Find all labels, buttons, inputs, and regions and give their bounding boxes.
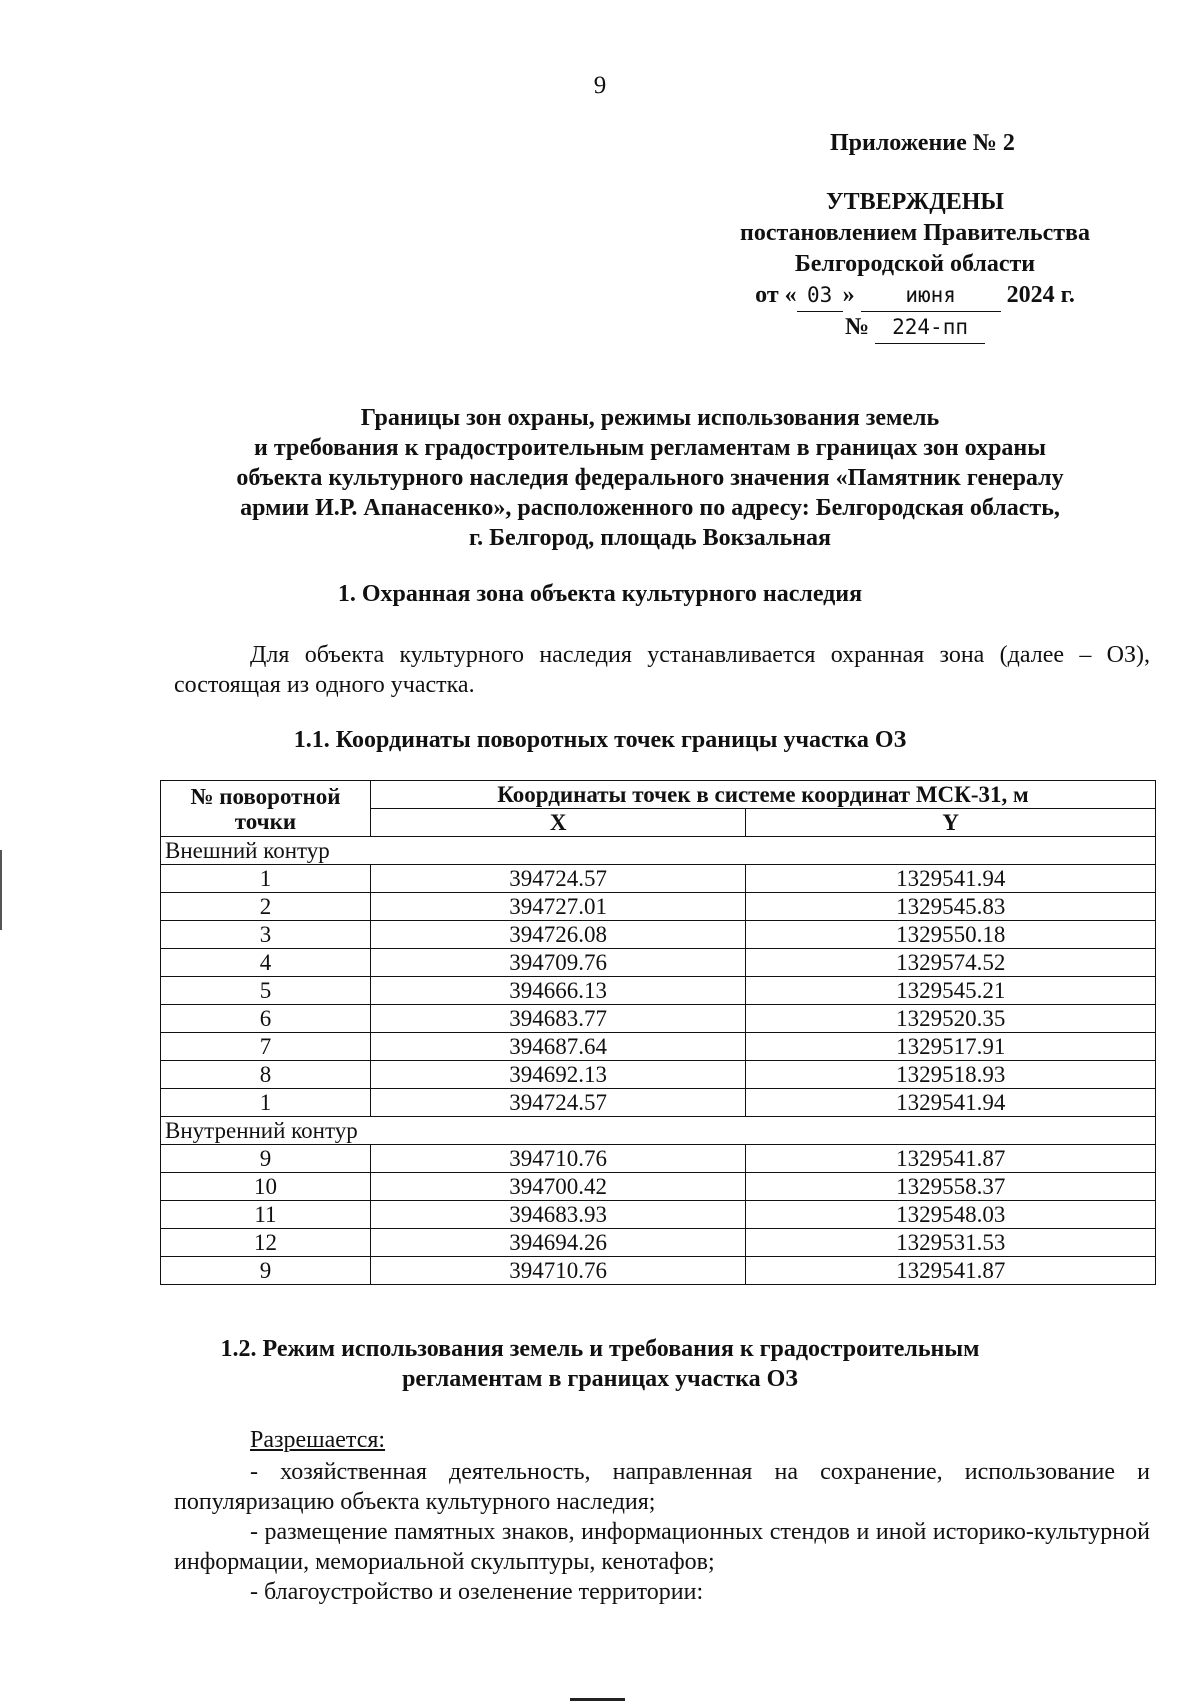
table-section-label: Внешний контур [161, 837, 1156, 865]
table-row [161, 1201, 1156, 1229]
col-coords-header: Координаты точек в системе координат МСК-31, м [370, 781, 1155, 809]
table-row [161, 1089, 1156, 1117]
point-cell: 2 [161, 893, 371, 921]
table-row [161, 1005, 1156, 1033]
title-line: г. Белгород, площадь Вокзальная [468, 525, 831, 551]
title-line: и требования к градостроительным регламентам в границах зон охраны [254, 435, 1046, 461]
point-cell: 1 [161, 865, 371, 893]
date-month: июня [861, 280, 1001, 312]
x-cell: 394683.77 [370, 1005, 746, 1033]
allowed-item: - хозяйственная деятельность, направленная на сохранение, использование и популяризацию объекта культурного наследия; [174, 1459, 1150, 1515]
table-row [161, 893, 1156, 921]
point-cell: 7 [161, 1033, 371, 1061]
table-row [161, 1173, 1156, 1201]
y-cell: 1329520.35 [746, 1005, 1156, 1033]
y-cell: 1329574.52 [746, 949, 1156, 977]
table-row [161, 1033, 1156, 1061]
x-cell: 394692.13 [370, 1061, 746, 1089]
page-number: 9 [593, 72, 607, 99]
approval-line-1: постановлением Правительства [739, 220, 1090, 246]
number-prefix: № [844, 314, 870, 340]
x-cell: 394710.76 [370, 1145, 746, 1173]
col-x-header: X [370, 809, 746, 837]
table-row [161, 1229, 1156, 1257]
point-cell: 6 [161, 1005, 371, 1033]
point-cell: 11 [161, 1201, 371, 1229]
y-cell: 1329531.53 [746, 1229, 1156, 1257]
x-cell: 394710.76 [370, 1257, 746, 1285]
table-section-row [161, 837, 1156, 865]
y-cell: 1329541.94 [746, 865, 1156, 893]
approval-block [700, 128, 1130, 344]
y-cell: 1329550.18 [746, 921, 1156, 949]
table-row [161, 921, 1156, 949]
x-cell: 394724.57 [370, 1089, 746, 1117]
y-cell: 1329517.91 [746, 1033, 1156, 1061]
document-title [170, 403, 1130, 553]
point-cell: 12 [161, 1229, 371, 1257]
x-cell: 394709.76 [370, 949, 746, 977]
point-cell: 10 [161, 1173, 371, 1201]
table-row [161, 1257, 1156, 1285]
x-cell: 394683.93 [370, 1201, 746, 1229]
x-cell: 394687.64 [370, 1033, 746, 1061]
coordinates-table [160, 780, 1156, 1285]
point-cell: 8 [161, 1061, 371, 1089]
section-1-2-heading [0, 1334, 1200, 1394]
date-prefix: от « [755, 282, 797, 308]
title-line: объекта культурного наследия федерального значения «Памятник генералу [236, 465, 1064, 491]
date-year: 2024 г. [1006, 282, 1075, 308]
y-cell: 1329541.94 [746, 1089, 1156, 1117]
table-row [161, 977, 1156, 1005]
x-cell: 394727.01 [370, 893, 746, 921]
section-1-2-heading-line: 1.2. Режим использования земель и требования к градостроительным [220, 1336, 980, 1362]
y-cell: 1329545.21 [746, 977, 1156, 1005]
allowed-item: - благоустройство и озеленение территории: [250, 1579, 704, 1605]
y-cell: 1329545.83 [746, 893, 1156, 921]
appendix-label: Приложение № 2 [830, 130, 1015, 156]
approval-line-2: Белгородской области [794, 251, 1036, 277]
point-cell: 4 [161, 949, 371, 977]
table-section-row [161, 1117, 1156, 1145]
x-cell: 394726.08 [370, 921, 746, 949]
col-y-header: Y [746, 809, 1156, 837]
number-value: 224-пп [875, 312, 985, 344]
table-row [161, 1061, 1156, 1089]
section-1-heading: 1. Охранная зона объекта культурного наследия [337, 581, 863, 607]
x-cell: 394700.42 [370, 1173, 746, 1201]
col-point-header: № поворотной точки [161, 781, 371, 837]
allowed-lead: Разрешается: [250, 1427, 386, 1453]
approval-number [700, 312, 1130, 344]
y-cell: 1329558.37 [746, 1173, 1156, 1201]
x-cell: 394694.26 [370, 1229, 746, 1257]
allowed-list [174, 1425, 1150, 1607]
point-cell: 3 [161, 921, 371, 949]
point-cell: 5 [161, 977, 371, 1005]
y-cell: 1329548.03 [746, 1201, 1156, 1229]
table-row [161, 865, 1156, 893]
y-cell: 1329518.93 [746, 1061, 1156, 1089]
section-1-paragraph: Для объекта культурного наследия устанавливается охранная зона (далее – ОЗ), состоящая из одного участка. [174, 642, 1150, 698]
allowed-item: - размещение памятных знаков, информационных стендов и иной историко-культурной информации, мемориальной скульптуры, кенотафов; [174, 1519, 1150, 1575]
scan-bottom-mark [570, 1698, 625, 1701]
table-section-label: Внутренний контур [161, 1117, 1156, 1145]
section-1-2-heading-line: регламентам в границах участка ОЗ [402, 1366, 798, 1392]
date-mid: » [842, 282, 855, 308]
point-cell: 1 [161, 1089, 371, 1117]
y-cell: 1329541.87 [746, 1257, 1156, 1285]
y-cell: 1329541.87 [746, 1145, 1156, 1173]
x-cell: 394666.13 [370, 977, 746, 1005]
table-row [161, 1145, 1156, 1173]
title-line: армии И.Р. Апанасенко», расположенного по адресу: Белгородская область, [240, 495, 1060, 521]
title-line: Границы зон охраны, режимы использования земель [360, 405, 940, 431]
approval-date [700, 280, 1130, 312]
scan-margin-mark [0, 850, 2, 930]
point-cell: 9 [161, 1257, 371, 1285]
x-cell: 394724.57 [370, 865, 746, 893]
date-day: 03 [797, 280, 843, 312]
point-cell: 9 [161, 1145, 371, 1173]
section-1-1-heading: 1.1. Координаты поворотных точек границы участка ОЗ [293, 727, 907, 753]
table-row [161, 949, 1156, 977]
approved-heading: УТВЕРЖДЕНЫ [826, 189, 1004, 215]
